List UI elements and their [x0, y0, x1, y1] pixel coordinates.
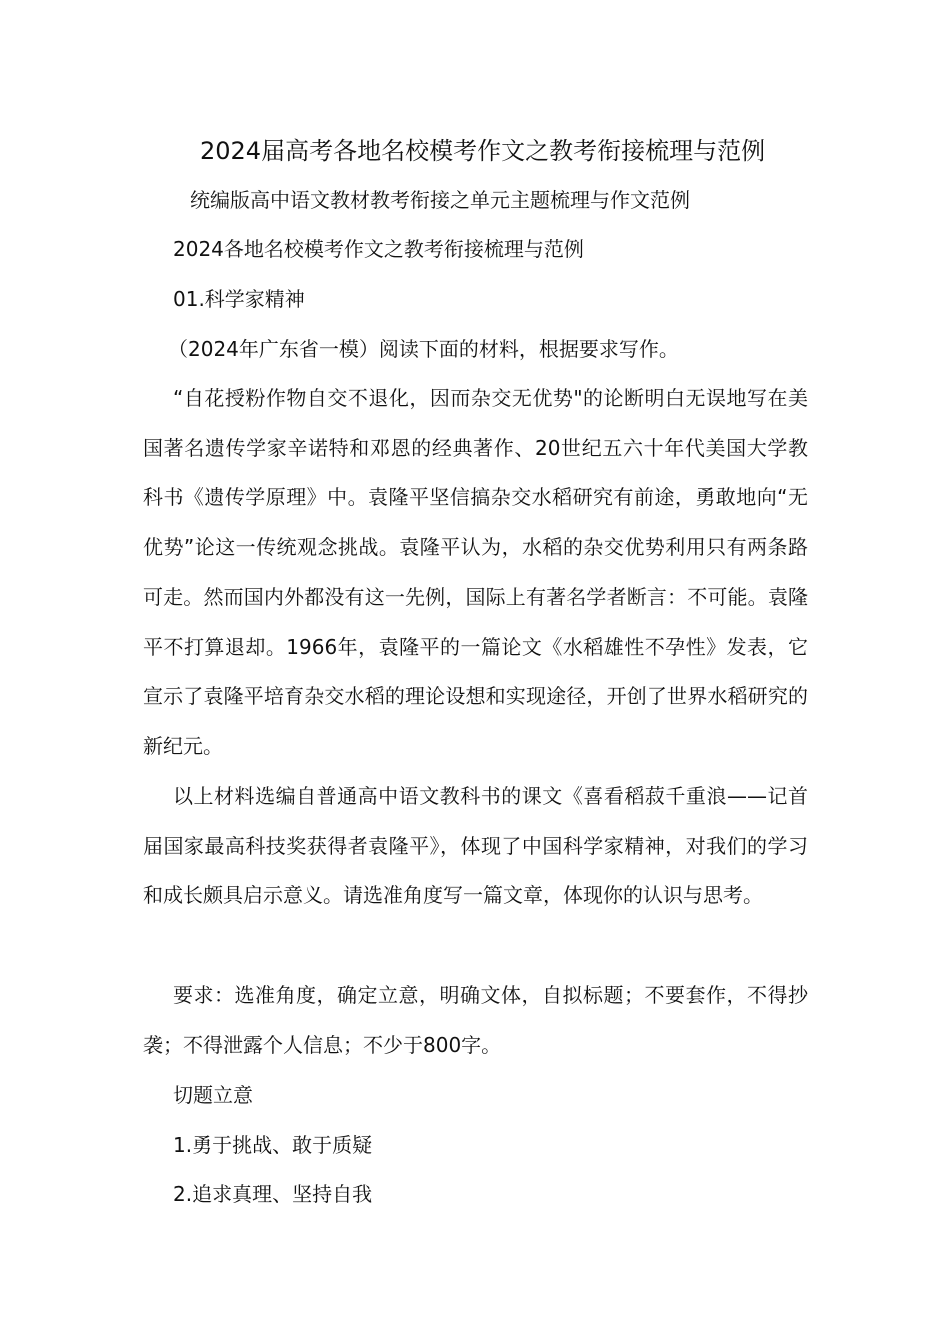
- heading-line: 2024各地名校模考作文之教考衔接梳理与范例: [173, 237, 584, 261]
- topic-item: 2.追求真理、坚持自我: [173, 1182, 373, 1206]
- prompt-intro: （2024年广东省一模）阅读下面的材料，根据要求写作。: [168, 337, 679, 361]
- topic-heading: 切题立意: [173, 1083, 253, 1107]
- material-paragraph: “自花授粉作物自交不退化，因而杂交无优势"的论断明白无误地写在美国著名遗传学家辛诺特和邓恩的经典著作、20世纪五六十年代美国大学教科书《遗传学原理》中。袁隆平坚信搞杂交水稻研究有前途，勇敢地向“无优势”论这一传统观念挑战。袁隆平认为，水稻的杂交优势利用只有两条路可走。然而国内外都没有这一先例，国际上有著名学者断言：不可能。袁隆平不打算退却。1966年，袁隆平的一篇论文《水稻雄性不孕性》发表，它宣示了袁隆平培育杂交水稻的理论设想和实现途径，开创了世界水稻研究的新纪元。: [143, 386, 808, 758]
- document-subtitle: 统编版高中语文教材教考衔接之单元主题梳理与作文范例: [190, 188, 690, 212]
- section-heading: 01.科学家精神: [173, 287, 305, 311]
- source-paragraph: 以上材料选编自普通高中语文教科书的课文《喜看稻菽千重浪——记首届国家最高科技奖获得者袁隆平》，体现了中国科学家精神，对我们的学习和成长颇具启示意义。请选准角度写一篇文章，体现你的认识与思考。: [143, 784, 808, 908]
- document-title: 2024届高考各地名校模考作文之教考衔接梳理与范例: [200, 137, 766, 165]
- topic-item: 1.勇于挑战、敢于质疑: [173, 1133, 373, 1157]
- requirements-paragraph: 要求：选准角度，确定立意，明确文体，自拟标题；不要套作，不得抄袭；不得泄露个人信息；不少于800字。: [143, 983, 808, 1057]
